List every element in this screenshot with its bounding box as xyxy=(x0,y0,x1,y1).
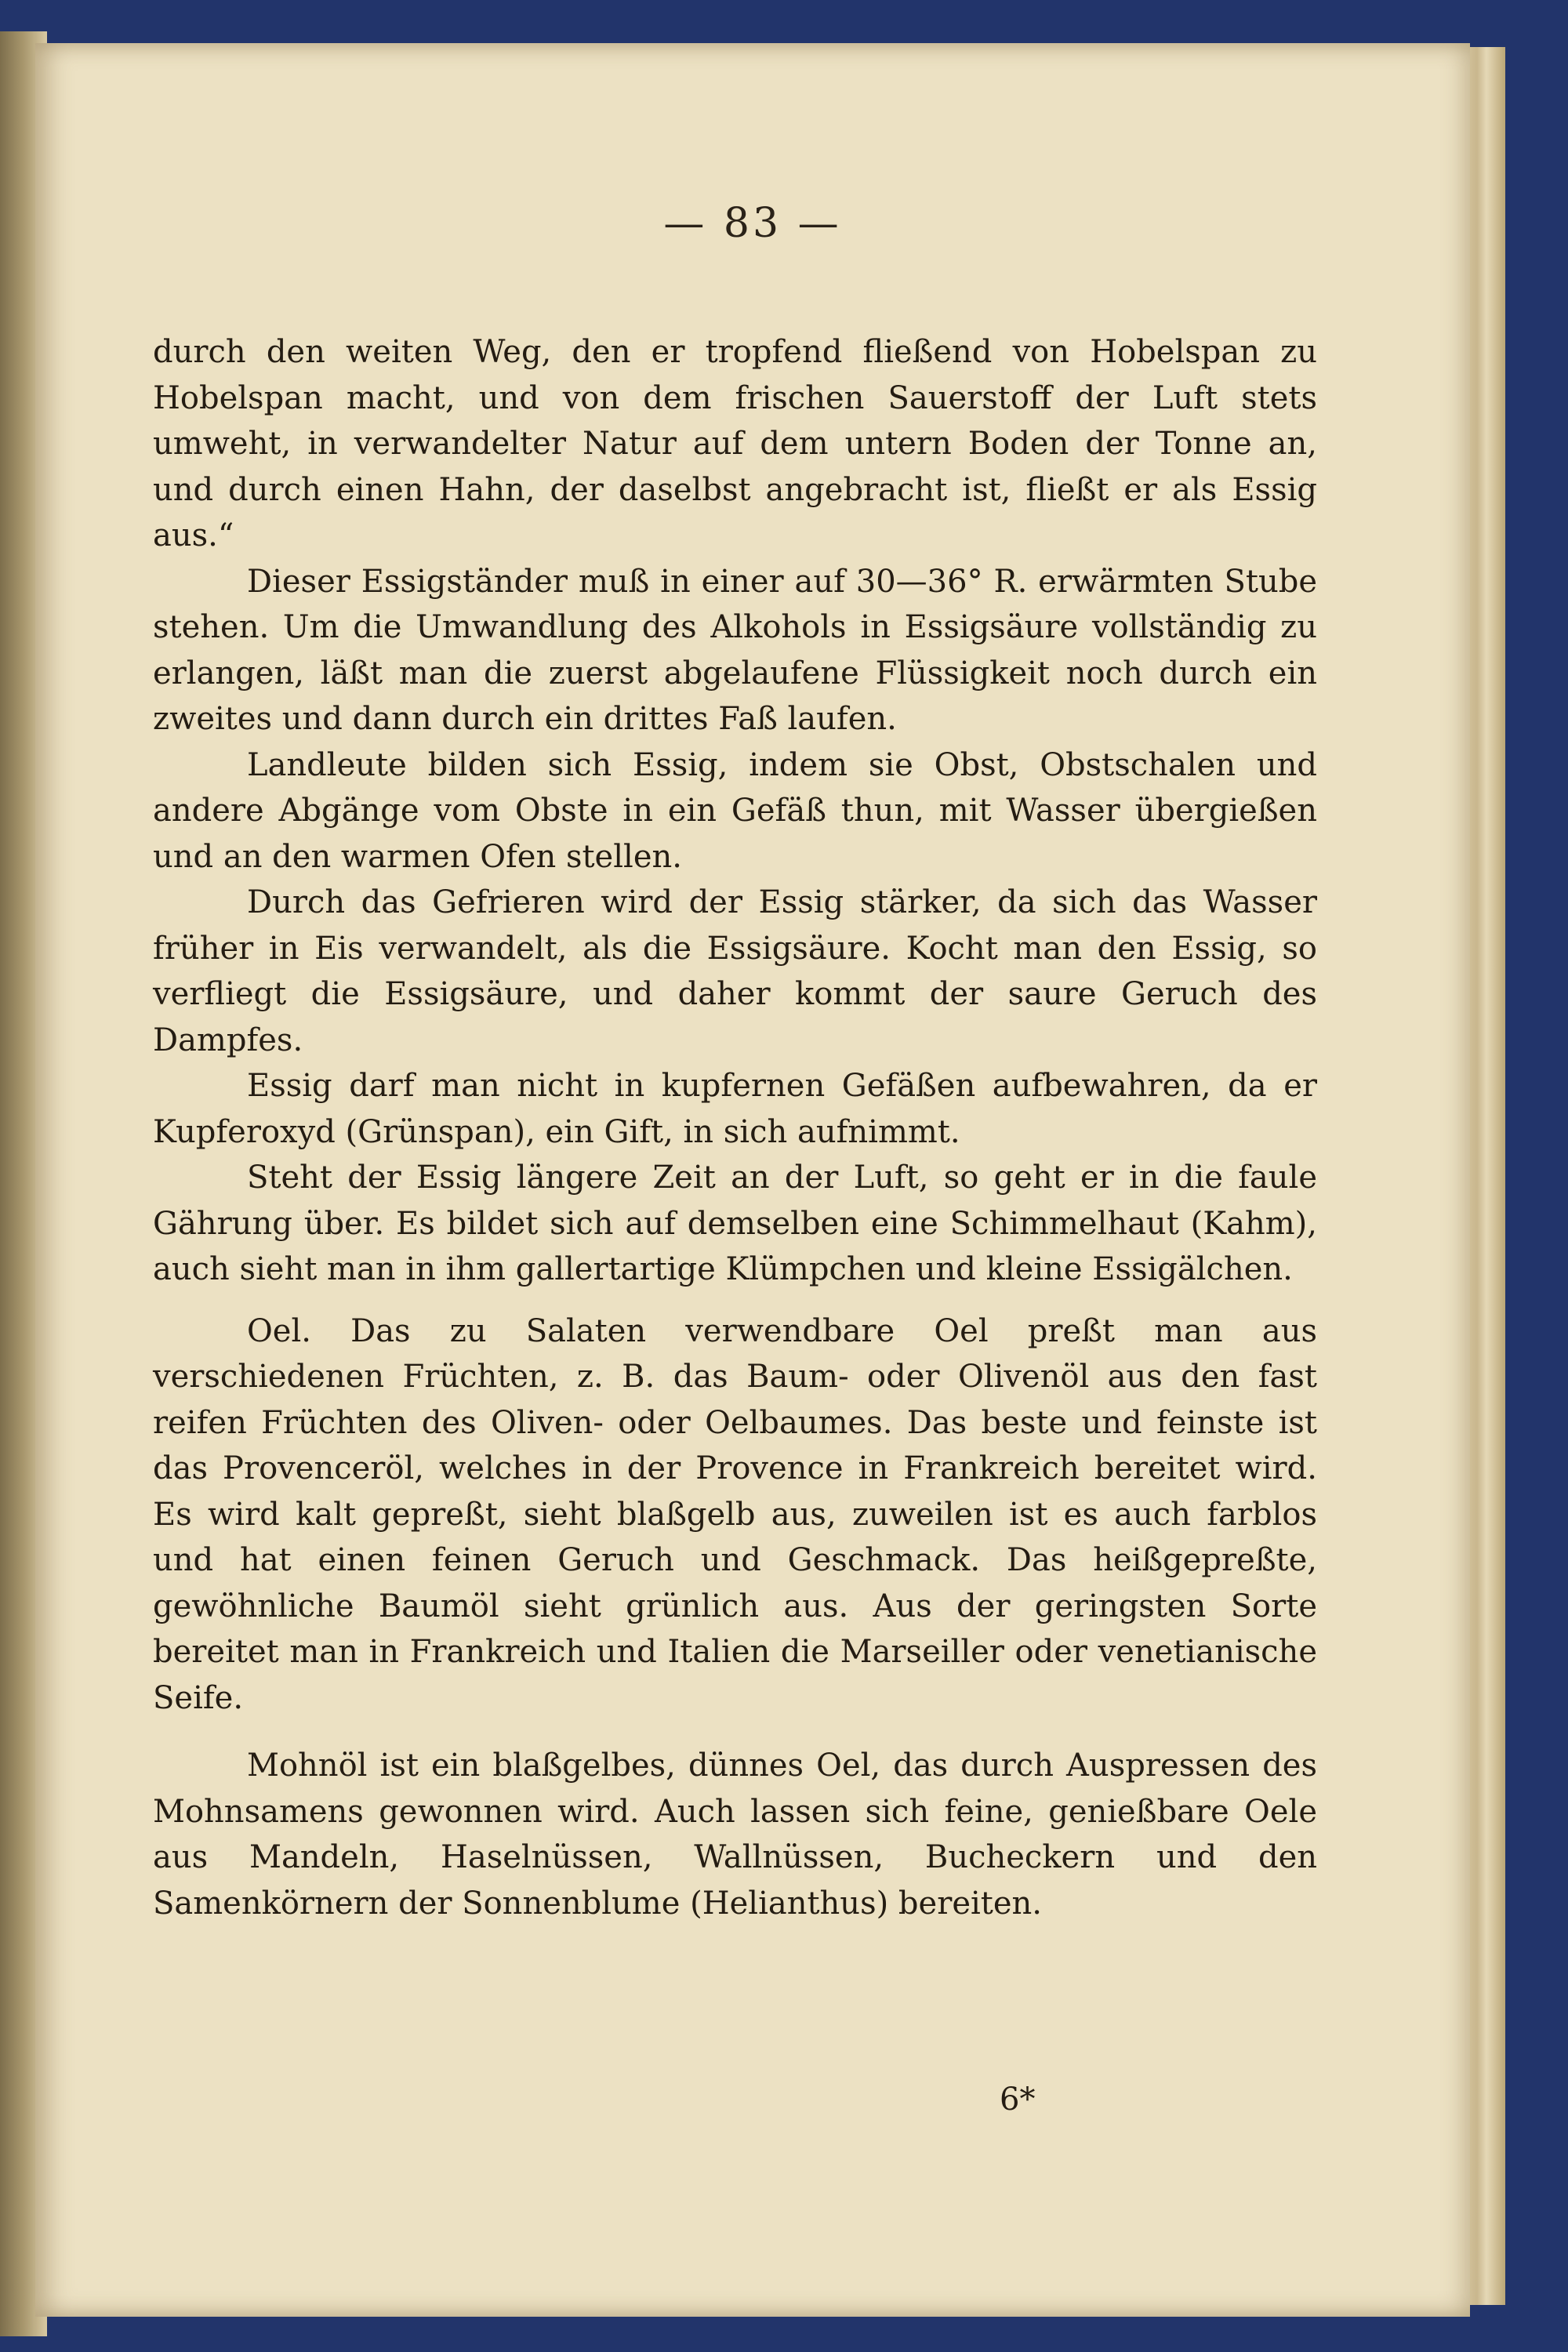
paragraph-mohnoel: Mohnöl ist ein blaßgelbes, dünnes Oel, das durch Auspressen des Mohnsamens gewonnen wird. Auch lassen sich feine, genießbare Oele aus Mandeln, Haselnüssen, Wallnüssen, Bucheckern und den Samenkörnern der Sonnenblume (Helianthus) bereiten. xyxy=(153,1748,1317,1922)
paragraph-5: Essig darf man nicht in kupfernen Gefäßen aufbewahren, da er Kupferoxyd (Grünspan), ein Gift, in sich aufnimmt. xyxy=(153,1068,1317,1150)
book-page xyxy=(35,43,1470,2317)
page-number: — 83 — xyxy=(663,200,842,247)
paragraph-3: Landleute bilden sich Essig, indem sie Obst, Obstschalen und andere Abgänge vom Obste in ein Gefäß thun, mit Wasser übergießen und an den warmen Ofen stellen. xyxy=(153,746,1317,875)
paragraph-2: Dieser Essigständer muß in einer auf 30—36° R. erwärmten Stube stehen. Um die Umwandlung des Alkohols in Essigsäure vollständig zu erlangen, läßt man die zuerst abgelaufene Flüssigkeit noch durch ein zweites und dann durch ein drittes Faß laufen. xyxy=(153,563,1317,737)
paragraph-4: Durch das Gefrieren wird der Essig stärker, da sich das Wasser früher in Eis verwandelt, als die Essigsäure. Kocht man den Essig, so verfliegt die Essigsäure, und daher kommt der saure Geruch des Dampfes. xyxy=(153,884,1317,1058)
paragraph-1: durch den weiten Weg, den er tropfend fließend von Hobelspan zu Hobelspan macht, und von dem frischen Sauerstoff der Luft stets umweht, in verwandelter Natur auf dem untern Boden der Tonne an, und durch einen Hahn, der daselbst angebracht ist, fließt er als Essig aus.“ xyxy=(153,334,1317,554)
paragraph-6: Steht der Essig längere Zeit an der Luft, so geht er in die faule Gährung über. Es bildet sich auf demselben eine Schimmelhaut (Kahm), auch sieht man in ihm gallertartige Klümpchen und kleine Essigälchen. xyxy=(153,1160,1317,1287)
paragraph-oel: Oel. Das zu Salaten verwendbare Oel preßt man aus verschiedenen Früchten, z. B. das Baum- oder Olivenöl aus den fast reifen Früchten des Oliven- oder Oelbaumes. Das beste und feinste ist das Provenceröl, welches in der Provence in Frankreich bereitet wird. Es wird kalt gepreßt, sieht blaßgelb aus, zuweilen ist es auch farblos und hat einen feinen Geruch und Geschmack. Das heißgepreßte, gewöhnliche Baumöl sieht grünlich aus. Aus der geringsten Sorte bereitet man in Frankreich und Italien die Marseiller oder venetianische Seife. xyxy=(153,1312,1317,1716)
signature-mark: 6* xyxy=(1000,2082,1036,2118)
page-text xyxy=(153,329,1317,1926)
